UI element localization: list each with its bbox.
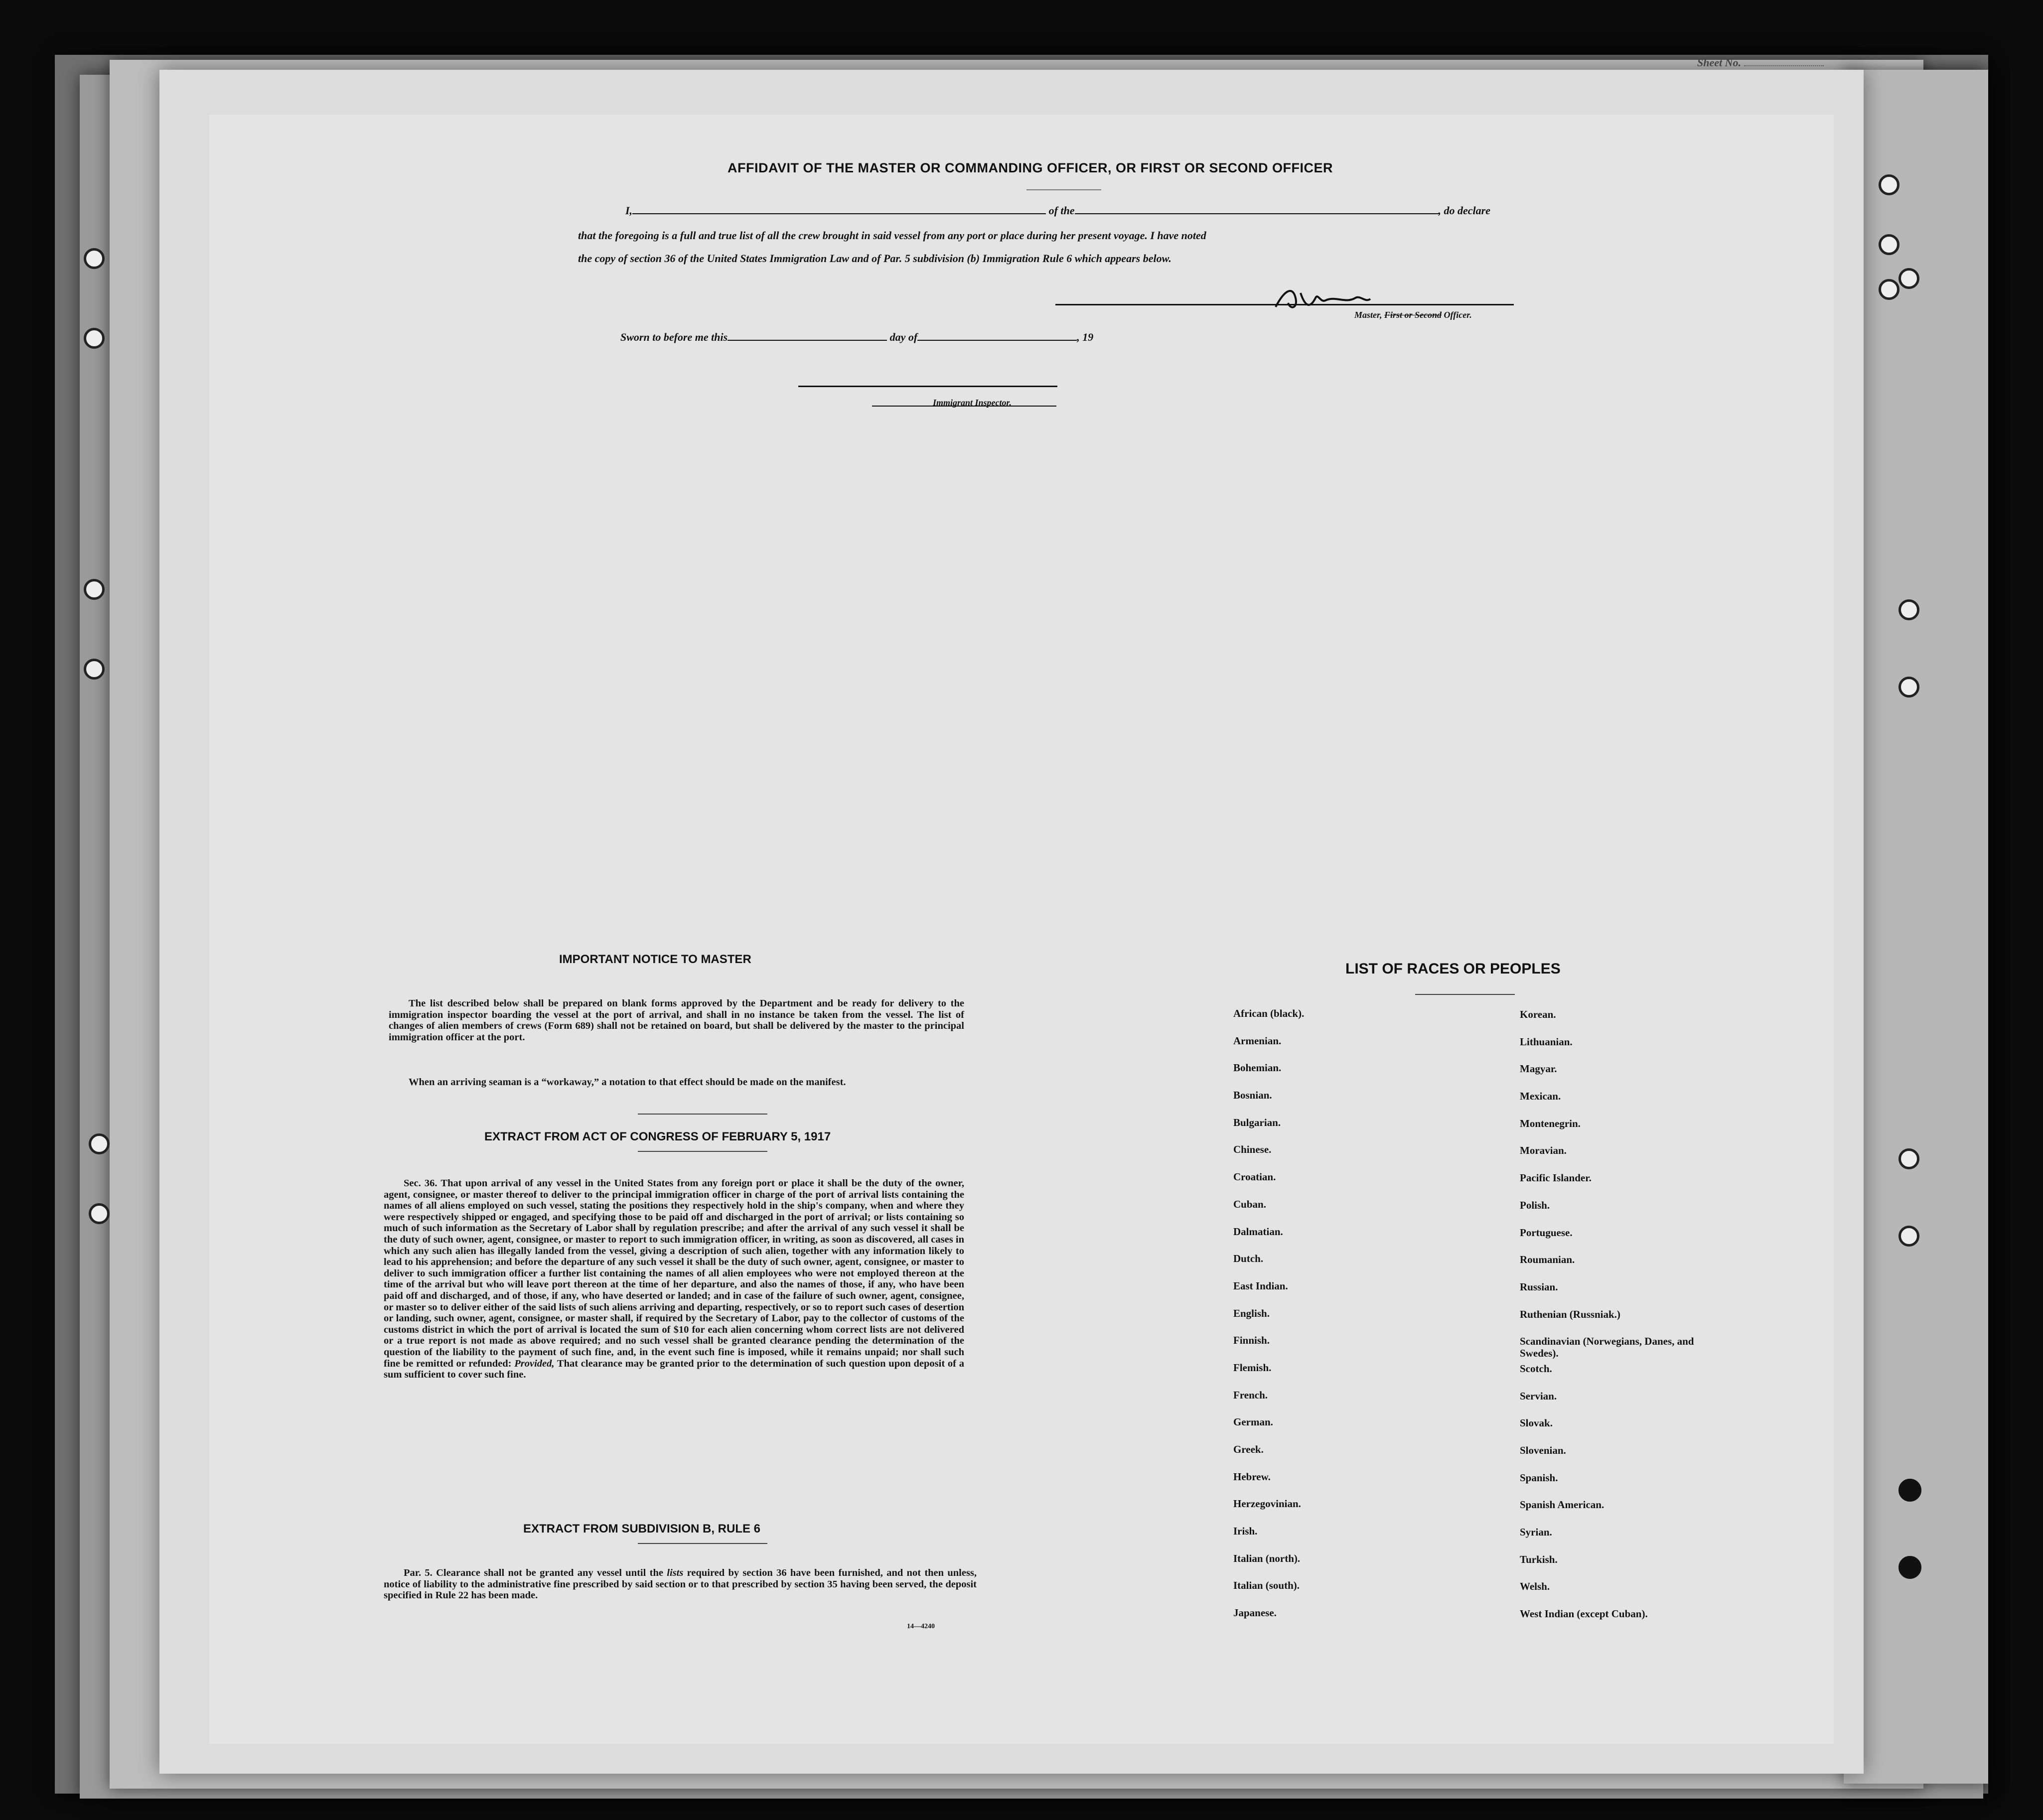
divider [638,1114,767,1115]
extract-rule-text: Par. 5. Clearance shall not be granted any vessel until the [404,1567,663,1578]
race-item: Montenegrin. [1520,1117,1581,1129]
binder-hole-icon [1898,1479,1921,1502]
provided-word: Provided, [514,1358,555,1369]
sworn-line [620,331,1093,344]
sworn-day-label: day of [889,331,918,343]
notice-paragraph-text: When an arriving seaman is a “workaway,” a notation to that effect should be made on the manifest. [409,1077,846,1088]
binder-hole-icon [89,1203,110,1224]
race-item: Scotch. [1520,1362,1552,1375]
signature-label-officer: Officer. [1444,310,1472,320]
extract-rule-heading: EXTRACT FROM SUBDIVISION B, RULE 6 [523,1522,761,1536]
sworn-day-field [728,340,887,341]
race-item: French. [1233,1389,1268,1401]
race-item: Mexican. [1520,1090,1561,1103]
binder-hole-icon [1898,1148,1919,1169]
notice-paragraph [389,1077,964,1088]
notice-paragraph-text: The list described below shall be prepared on blank forms approved by the Department and be ready for delivery to the immigration inspector boarding the vessel at the port of arrival, and shall in no instance be taken from the vessel. The list of changes of alien members of crews (Form 689) shall not be retained on board, but shall be delivered by the master to the principal immigration officer at the port. [389,998,964,1043]
lists-word: lists [667,1567,684,1578]
races-column-2 [1520,1008,1709,1635]
notice-paragraph [389,998,964,1043]
races-column-1 [1233,1007,1304,1634]
race-item: Spanish American. [1520,1499,1605,1511]
binder-hole-icon [1898,1556,1921,1579]
race-item: Bosnian. [1233,1089,1272,1102]
binder-hole-icon [84,659,105,680]
sheet-number-label: Sheet No. [1697,56,1741,69]
sworn-year-label: , 19 [1077,331,1094,343]
inspector-signature-line [798,386,1057,387]
extract-act-heading: EXTRACT FROM ACT OF CONGRESS OF FEBRUARY 5, 1917 [484,1130,831,1143]
race-item: Turkish. [1520,1553,1558,1565]
affidavit-title: AFFIDAVIT OF THE MASTER OR COMMANDING OFFICER, OR FIRST OR SECOND OFFICER [728,160,1333,175]
race-item: Slovenian. [1520,1444,1566,1456]
binder-hole-icon [1879,174,1899,195]
race-item: Servian. [1520,1390,1557,1402]
race-item: Pacific Islander. [1520,1172,1592,1184]
race-item: Italian (south). [1233,1579,1300,1592]
race-item: African (black). [1233,1007,1305,1019]
section-label: Sec. 36. [404,1178,438,1189]
inspector-label: Immigrant Inspector. [933,398,1012,408]
divider [1026,189,1101,190]
divider [1415,994,1515,995]
binder-hole-icon [1898,1226,1919,1247]
race-item: Croatian. [1233,1171,1276,1183]
race-item: Magyar. [1520,1063,1557,1075]
form-number: 14—4240 [907,1623,935,1630]
affidavit-declaration-line [625,204,1490,217]
race-item: Greek. [1233,1443,1264,1455]
affidavit-i-label: I, [625,204,633,217]
race-item: Moravian. [1520,1144,1567,1157]
race-item: English. [1233,1307,1270,1319]
affidavit-text-line: the copy of section 36 of the United States Immigration Law and of Par. 5 subdivision (b) Immigration Rule 6 which appears below. [578,252,1171,265]
race-item: East Indian. [1233,1279,1288,1292]
divider [638,1151,767,1152]
master-name-field [632,213,1046,214]
race-item: Slovak. [1520,1417,1553,1429]
affidavit-declare-label: , do declare [1438,204,1490,217]
binder-hole-icon [84,328,105,349]
affidavit-of-the-label: of the [1048,204,1075,217]
race-item: Dalmatian. [1233,1225,1283,1238]
race-item: Korean. [1520,1008,1556,1020]
sheet-number-blank [1744,65,1824,66]
race-item: Syrian. [1520,1526,1552,1539]
sworn-label: Sworn to before me this [620,331,728,343]
race-item: Polish. [1520,1199,1550,1211]
extract-act-text-end: That clearance may be granted prior to the determination of such question upon deposit of a sum sufficient to cover such fine. [384,1358,964,1381]
handwritten-signature [1271,283,1420,313]
race-item: German. [1233,1416,1273,1428]
binder-hole-icon [1898,268,1919,289]
race-item: Armenian. [1233,1034,1282,1047]
binder-hole-icon [89,1133,110,1154]
binder-hole-icon [1879,234,1899,255]
race-item: Spanish. [1520,1471,1558,1484]
extract-rule-text-end: required by section 36 have been furnished, and not then unless, notice of liability to the administrative fine prescribed by said section or to that prescribed by section 35 having been served, the deposit specified in Rule 22 has been made. [384,1567,977,1601]
signature-label-struck: First or Second [1384,310,1442,320]
race-item: Finnish. [1233,1334,1270,1347]
binder-hole-icon [1879,279,1899,300]
races-heading: LIST OF RACES OR PEOPLES [1345,961,1561,977]
extract-rule-paragraph [384,1567,977,1601]
signature-line [1055,304,1514,305]
race-item: Cuban. [1233,1198,1266,1210]
divider [638,1543,767,1544]
race-item: Irish. [1233,1525,1258,1538]
affidavit-text-line: that the foregoing is a full and true list of all the crew brought in said vessel from any port or place during her present voyage. I have noted [578,229,1206,242]
sheet-number-field [1697,56,1824,69]
race-item: Japanese. [1233,1607,1277,1619]
race-item: Ruthenian (Russniak.) [1520,1308,1620,1320]
vessel-name-field [1075,213,1439,214]
background-sheet-edge [1844,70,1988,1784]
signature-label [1354,310,1472,320]
race-item: Hebrew. [1233,1470,1271,1483]
race-item: Dutch. [1233,1253,1264,1265]
binder-hole-icon [1898,599,1919,620]
race-item: Bulgarian. [1233,1116,1281,1128]
sworn-month-field [917,340,1077,341]
binder-hole-icon [84,579,105,600]
race-item: Italian (north). [1233,1552,1301,1564]
race-item: Lithuanian. [1520,1035,1573,1048]
race-item: Roumanian. [1520,1254,1575,1266]
race-item: Welsh. [1520,1580,1550,1593]
notice-heading: IMPORTANT NOTICE TO MASTER [559,953,751,966]
race-item: Russian. [1520,1280,1558,1293]
race-item: Flemish. [1233,1361,1272,1374]
extract-act-text: That upon arrival of any vessel in the United States from any foreign port or place it shall be the duty of the owner, agent, consignee, or master thereof to deliver to the principal immigration officer in charge of the port of arrival lists containing the names of all aliens employed on such vessel, stating the positions they respectively hold in the ship's company, when and where they were respectively shipped or engaged, and specifying those to be paid off and discharged in the port of arrival; or lists containing so much of such information as the Secretary of Labor shall by regulation prescribe; and after the arrival of any such vessel it shall be the duty of such owner, agent, consignee, or master to report to such immigration officer, in writing, as soon as discovered, all cases in which any such alien has illegally landed from the vessel, giving a description of such alien, together with any information likely to lead to his apprehension; and before the departure of any such vessel it shall be the duty of such owner, agent, consignee, or master to deliver to such immigration officer a further list containing the names of all alien employees who were not employed thereon at the time of the arrival but who will leave port thereon at the time of her departure, and also the names of those, if any, who have been paid off and discharged, and of those, if any, who have deserted or landed; and in case of the failure of such owner, agent, consignee, or master so to deliver either of the said lists of such aliens arriving and departing, respectively, or so to report such cases of desertion or landing, such owner, agent, consignee, or master shall, if required by the Secretary of Labor, pay to the collector of customs of the customs district in which the port of arrival is located the sum of $10 for each alien concerning whom correct lists are not delivered or a true report is not made as above required; and no such vessel shall be granted clearance pending the determination of the question of the liability to the payment of such fine, and, in the event such fine is imposed, while it remains unpaid; nor shall such fine be remitted or refunded: [384,1178,964,1369]
race-item: Herzegovinian. [1233,1498,1301,1510]
race-item: Portuguese. [1520,1226,1573,1239]
extract-act-paragraph [384,1178,964,1381]
race-item: West Indian (except Cuban). [1520,1608,1648,1620]
binder-hole-icon [84,248,105,269]
race-item: Scandinavian (Norwegians, Danes, and Swedes). [1520,1335,1694,1360]
race-item: Bohemian. [1233,1062,1282,1074]
signature-label-master: Master, [1354,310,1382,320]
race-item: Chinese. [1233,1143,1272,1156]
binder-hole-icon [1898,677,1919,698]
